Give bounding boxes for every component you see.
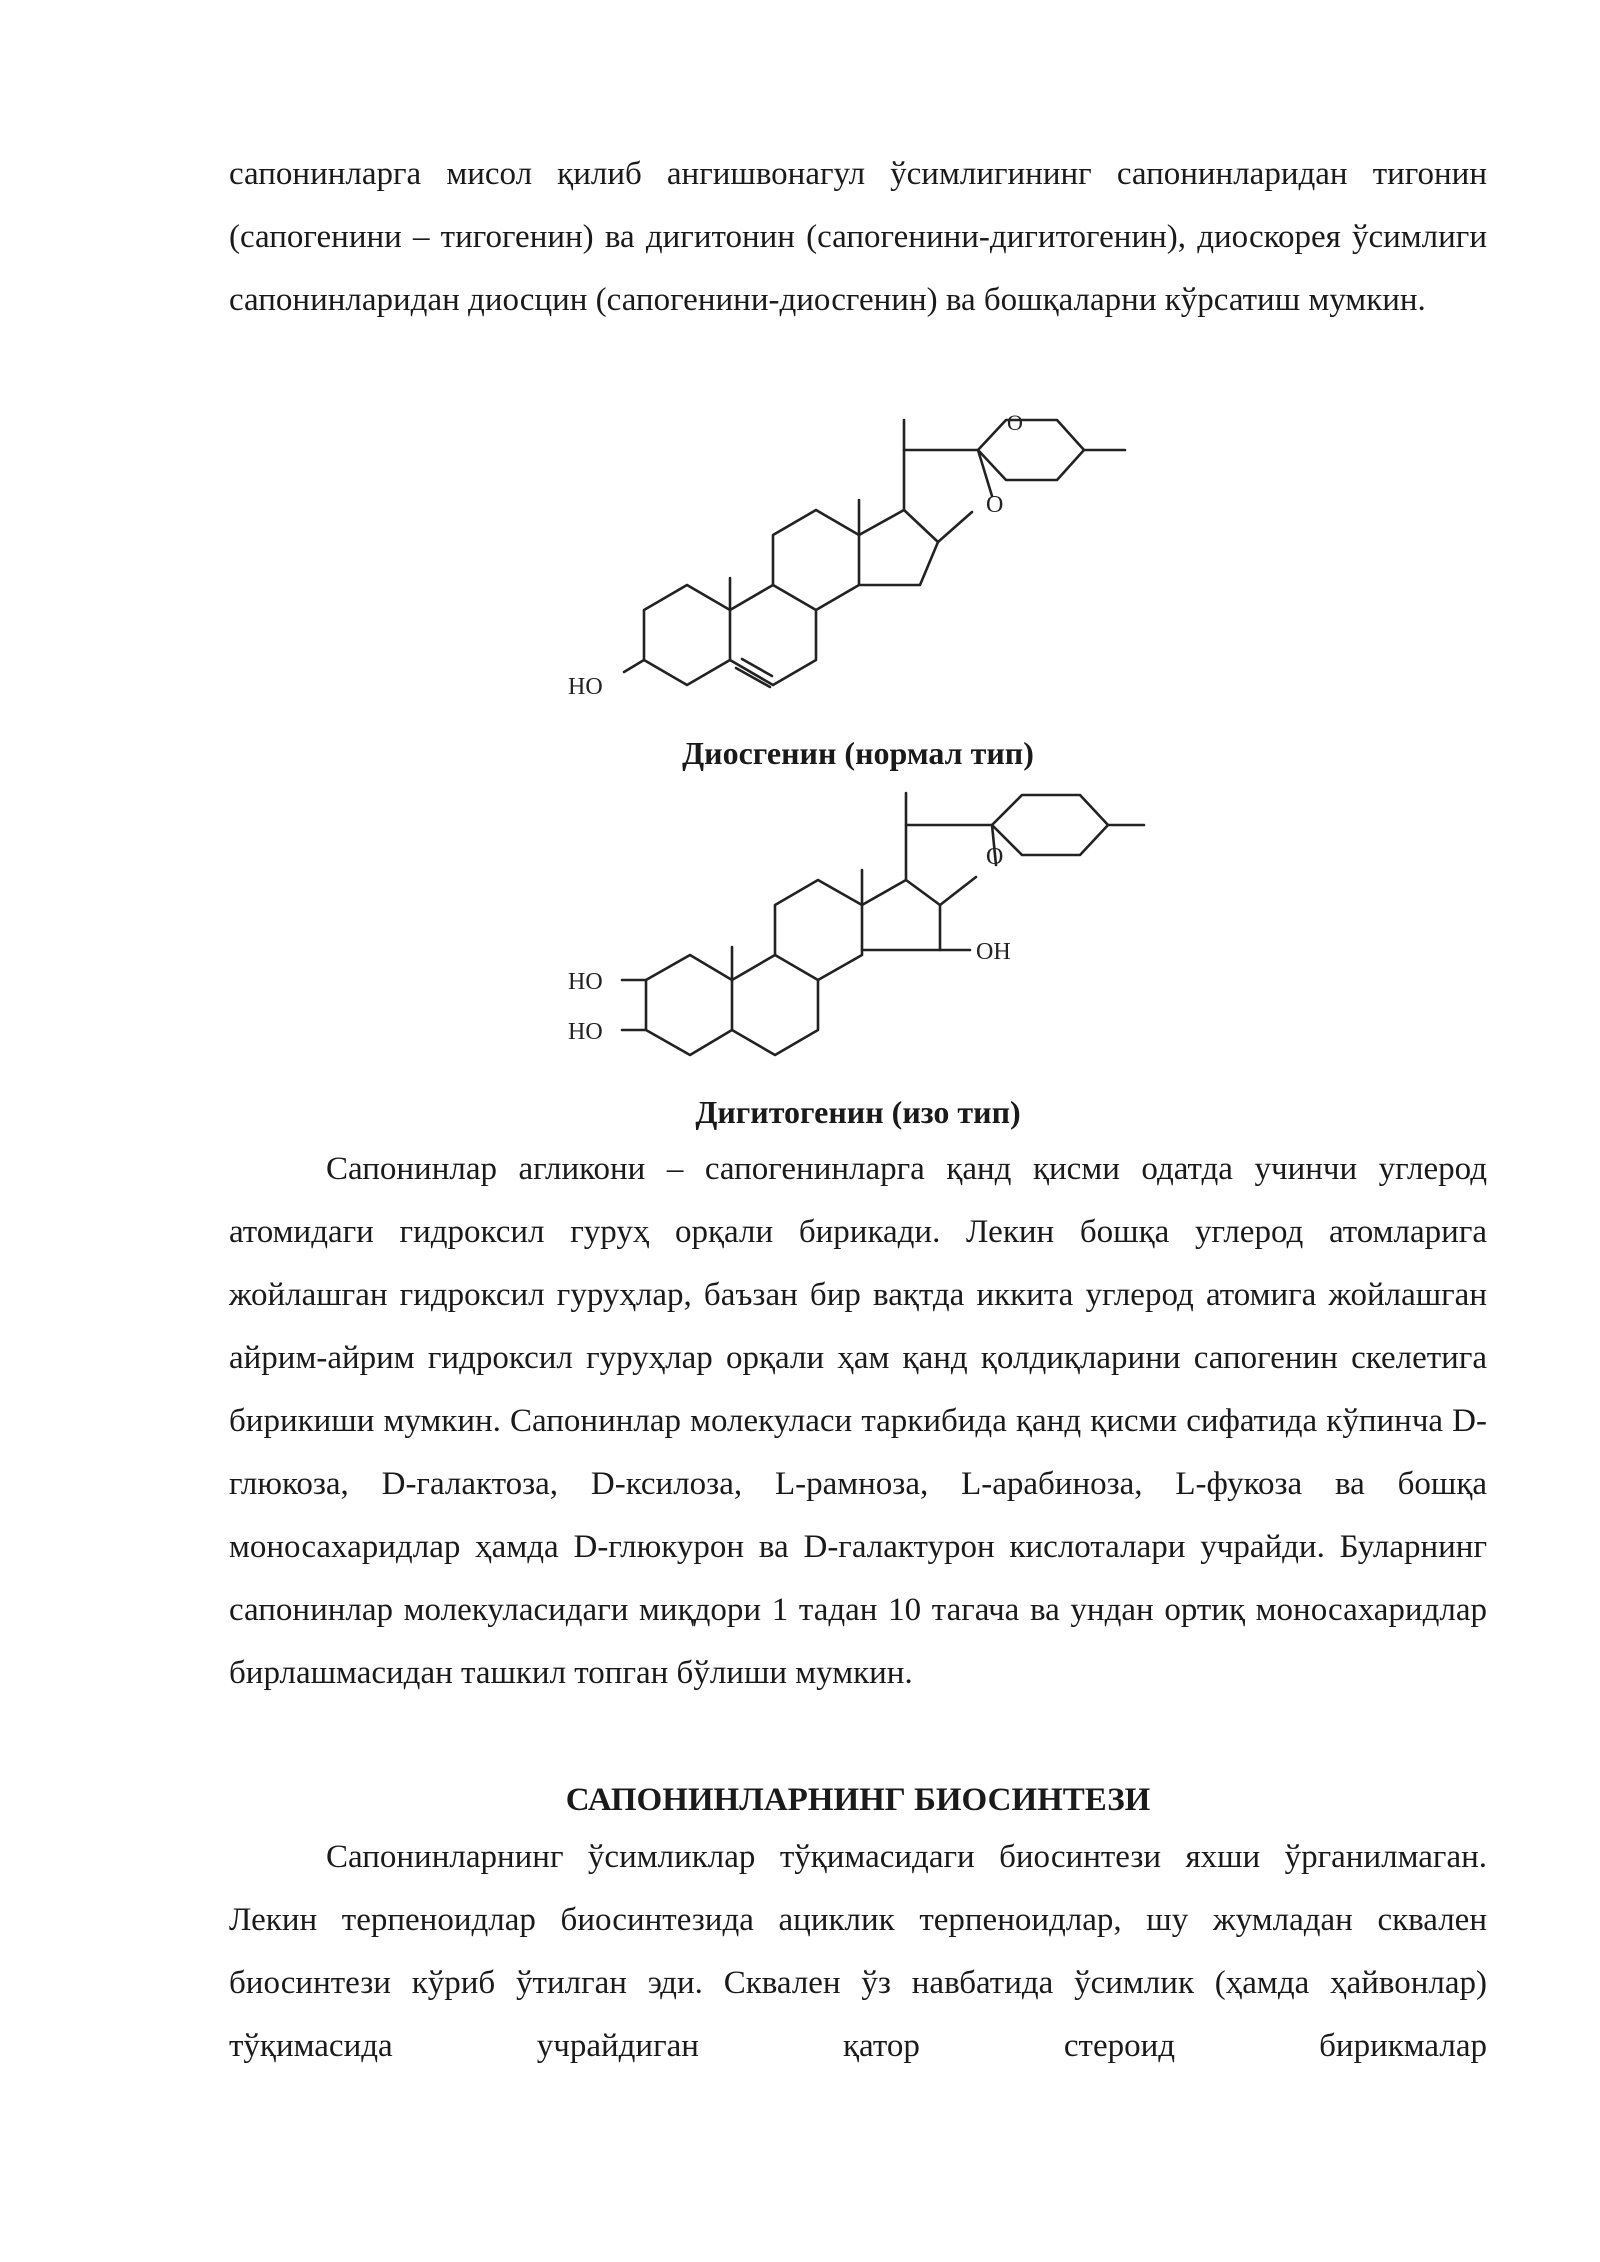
diosgenin-o-top-label: O — [1007, 410, 1023, 435]
digitogenin-oh-label: OH — [976, 939, 1011, 965]
paragraph3-block — [229, 1826, 1487, 2078]
paragraph-aglycone: Сапонинлар агликони – сапогенинларга қанд қисми одатда учинчи углерод атомидаги гидроксил гуруҳ орқали бирикади. Лекин бошқа углерод атомларига жойлашган гидроксил гуруҳлар, баъзан бир вақтда иккита углерод атомига жойлашган айрим-айрим гидроксил гуруҳлар орқали ҳам қанд қолдиқларини сапогенин скелетига бирикиши мумкин. Сапонинлар молекуласи таркибида қанд қисми сифатида кўпинча D-глюкоза, D-галактоза, D-ксилоза, L-рамноза, L-арабиноза, L-фукоза ва бошқа моносахаридлар ҳамда D-глюкурон ва D-галактурон кислоталари учрайди. Буларнинг сапонинлар молекуласидаги миқдори 1 тадан 10 тагача ва ундан ортиқ моносахаридлар бирлашмасидан ташкил топган бўлиши мумкин. — [229, 1151, 1487, 1691]
paragraph2-block — [229, 1138, 1487, 1705]
diosgenin-caption: Диосгенин (нормал тип) — [682, 735, 1034, 771]
digitogenin-ho-bottom-label: HO — [568, 1019, 603, 1045]
intro-paragraph-block — [229, 143, 1487, 332]
digitogenin-o-ring-label: O — [986, 844, 1004, 870]
diosgenin-structure-drawing — [560, 400, 1160, 710]
intro-paragraph: сапонинларга мисол қилиб ангишвонагул ўсимлигининг сапонинларидан тигонин (сапогенини – тигогенин) ва дигитонин (сапогенини-дигитогенин), диоскорея ўсимлиги сапонинларидан диосцин (сапогенини-диосгенин) ва бошқаларни кўрсатиш мумкин. — [229, 156, 1487, 318]
digitogenin-structure-drawing — [560, 785, 1180, 1070]
paragraph-biosynthesis: Сапонинларнинг ўсимликлар тўқимасидаги биосинтези яхши ўрганилмаган. Лекин терпеноидлар биосинтезида ациклик терпеноидлар, шу жумладан сквален биосинтези кўриб ўтилган эди. Сквален ўз навбатида ўсимлик (ҳамда ҳайвонлар) тўқимасида учрайдиган қатор стероид бирикмалар — [229, 1839, 1487, 2064]
diosgenin-structure — [560, 400, 1160, 710]
digitogenin-structure — [560, 785, 1180, 1070]
digitogenin-caption: Дигитогенин (изо тип) — [695, 1094, 1021, 1130]
diosgenin-o-ring-label: O — [986, 492, 1004, 518]
diosgenin-ho-label: HO — [568, 674, 603, 700]
section-heading: САПОНИНЛАРНИНГ БИОСИНТЕЗИ — [565, 1782, 1151, 1818]
digitogenin-ho-top-label: HO — [568, 969, 603, 995]
